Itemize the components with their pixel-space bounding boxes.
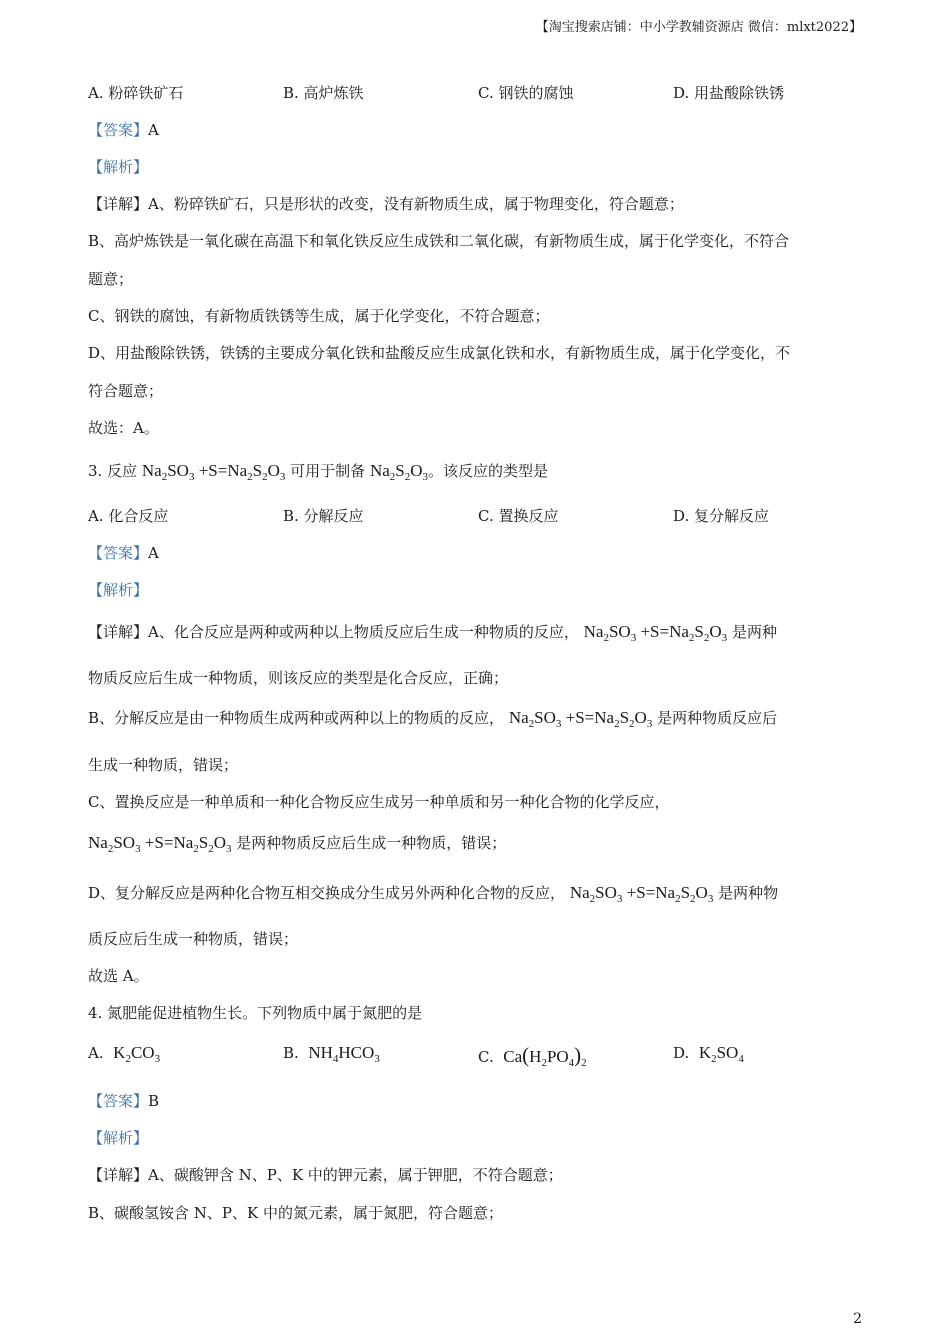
q2-option-d: D. 用盐酸除铁锈	[673, 84, 785, 102]
q3-detail-d-line-1	[88, 882, 778, 905]
q3-detail-c-line-2	[88, 832, 506, 855]
q2-option-c: C. 钢铁的腐蚀	[478, 84, 574, 102]
q2-detail-line-2: B、高炉炼铁是一氧化碳在高温下和氧化铁反应生成铁和二氧化碳，有新物质生成，属于化学变化，不符合	[88, 232, 790, 250]
q4-stem: 4. 氮肥能促进植物生长。下列物质中属于氮肥的是	[88, 1004, 423, 1022]
q4-analysis-tag: 【解析】	[88, 1129, 149, 1147]
q3-options	[88, 505, 868, 526]
answer-value: B	[148, 1092, 160, 1110]
q2-option-b: B. 高炉炼铁	[283, 84, 364, 102]
detail-text: 是两种物	[718, 884, 779, 902]
detail-text: D、复分解反应是两种化合物互相交换成分生成另外两种化合物的反应，	[88, 884, 566, 902]
option-letter: A.	[88, 1044, 104, 1062]
reaction-equation: $Na_2SO_3 +S=Na_2S_2O_3$	[569, 883, 714, 905]
detail-text: 是两种	[731, 623, 777, 641]
answer-tag: 【答案】	[88, 1092, 149, 1110]
q4-option-a	[88, 1043, 283, 1069]
reaction-equation: $Na_2SO_3 +S=Na_2S_2O_3$	[88, 833, 232, 855]
q2-detail-line-4: C、钢铁的腐蚀，有新物质铁锈等生成，属于化学变化，不符合题意；	[88, 307, 550, 325]
q3-option-d: D. 复分解反应	[673, 507, 770, 525]
detail-tag: 【详解】	[88, 623, 149, 641]
q3-detail-b-line-1	[88, 707, 777, 730]
q2-answer	[88, 119, 159, 140]
q3-option-c: C. 置换反应	[478, 507, 559, 525]
q3-answer	[88, 542, 159, 563]
page-number: 2	[853, 1311, 862, 1327]
q3-detail-a-line-2: 物质反应后生成一种物质，则该反应的类型是化合反应，正确；	[88, 669, 509, 687]
q4-option-d	[673, 1043, 868, 1069]
detail-text: A、化合反应是两种或两种以上物质反应后生成一种物质的反应，	[148, 623, 579, 641]
q2-conclusion: 故选：A。	[88, 419, 159, 437]
reaction-equation: $Na_2SO_3 +S=Na_2S_2O_3$	[141, 461, 286, 483]
q4-detail-line-1	[88, 1164, 563, 1185]
q3-analysis-tag: 【解析】	[88, 581, 149, 599]
q3-stem	[88, 460, 548, 483]
q3-conclusion: 故选 A。	[88, 967, 149, 985]
q2-detail-line-6: 符合题意；	[88, 382, 164, 400]
option-letter: D.	[673, 1044, 690, 1062]
answer-tag: 【答案】	[88, 121, 149, 139]
q4-answer	[88, 1090, 159, 1111]
option-letter: B.	[283, 1044, 299, 1062]
q2-detail-line-5: D、用盐酸除铁锈，铁锈的主要成分氧化铁和盐酸反应生成氯化铁和水，有新物质生成，属于化学变化，不	[88, 344, 791, 362]
formula-nh4hco3: $NH_4HCO_3$	[308, 1043, 380, 1065]
answer-tag: 【答案】	[88, 544, 149, 562]
q3-stem-mid: 可用于制备	[290, 462, 366, 480]
q3-option-a: A. 化合反应	[88, 507, 169, 525]
q3-detail-a-line-1	[88, 621, 777, 644]
q4-options	[88, 1043, 868, 1069]
q2-analysis-tag: 【解析】	[88, 158, 149, 176]
page-header: 【淘宝搜索店铺：中小学教辅资源店 微信：mlxt2022】	[535, 20, 862, 35]
q3-stem-end: 。该反应的类型是	[428, 462, 549, 480]
detail-text: 是两种物质反应后	[657, 709, 778, 727]
formula-ca-h2po4-2: $Ca(H_2PO_4)_2$	[503, 1043, 587, 1069]
q4-option-c	[478, 1043, 673, 1069]
answer-value: A	[148, 544, 159, 562]
formula-k2co3: $K_2CO_3$	[113, 1043, 161, 1065]
detail-tag: 【详解】	[88, 195, 149, 213]
q3-number: 3. 反应	[88, 462, 138, 480]
q2-detail-line-3: 题意；	[88, 270, 134, 288]
reaction-equation: $Na_2SO_3 +S=Na_2S_2O_3$	[583, 622, 728, 644]
q2-option-a: A. 粉碎铁矿石	[88, 84, 184, 102]
q3-detail-d-line-2: 质反应后生成一种物质，错误；	[88, 930, 299, 948]
detail-text: 是两种物质反应后生成一种物质，错误；	[236, 834, 507, 852]
option-letter: C.	[478, 1048, 494, 1066]
detail-text: A、粉碎铁矿石，只是形状的改变，没有新物质生成，属于物理变化，符合题意；	[148, 195, 684, 213]
detail-tag: 【详解】	[88, 1166, 149, 1184]
q2-options	[88, 82, 868, 103]
q4-option-b	[283, 1043, 478, 1069]
q3-option-b: B. 分解反应	[283, 507, 364, 525]
product-formula: $Na_2S_2O_3$	[369, 461, 429, 483]
q2-detail-line-1	[88, 193, 684, 214]
detail-text: A、碳酸钾含 N、P、K 中的钾元素，属于钾肥，不符合题意；	[148, 1166, 563, 1184]
q3-detail-b-line-2: 生成一种物质，错误；	[88, 756, 239, 774]
q3-detail-c-line-1: C、置换反应是一种单质和一种化合物反应生成另一种单质和另一种化合物的化学反应，	[88, 793, 670, 811]
reaction-equation: $Na_2SO_3 +S=Na_2S_2O_3$	[508, 708, 653, 730]
formula-k2so4: $K_2SO_4$	[698, 1043, 744, 1065]
detail-text: B、分解反应是由一种物质生成两种或两种以上的物质的反应，	[88, 709, 505, 727]
answer-value: A	[148, 121, 159, 139]
q4-detail-line-2: B、碳酸氢铵含 N、P、K 中的氮元素，属于氮肥，符合题意；	[88, 1204, 503, 1222]
